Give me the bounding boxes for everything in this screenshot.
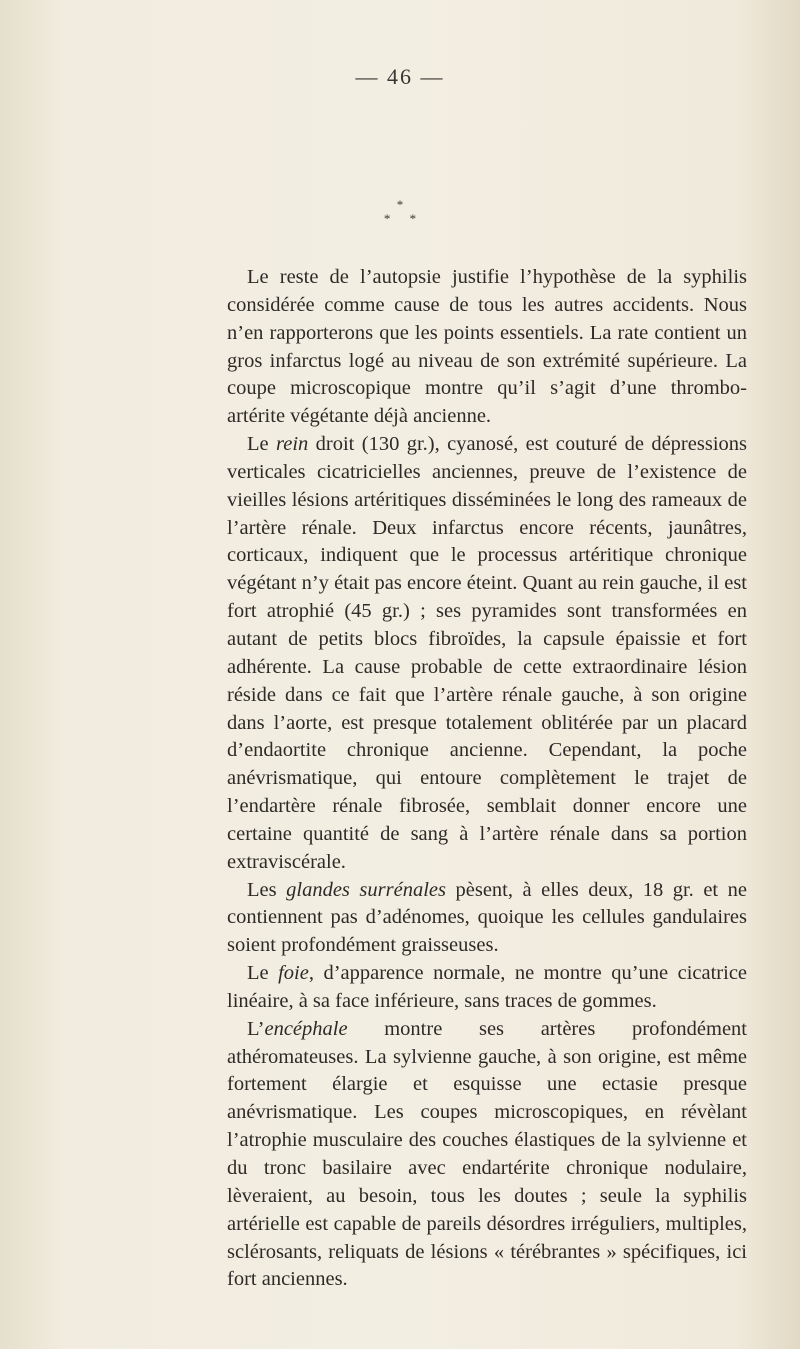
organ-term-glandes-surrenales: glandes surrénales (286, 878, 446, 901)
asterism-separator (0, 198, 800, 226)
paragraph-lead: Le (247, 962, 279, 985)
paragraph-text: montre ses artères profondément athéromateuses. La sylvienne gauche, à son origine, est même fortement élargie et esquisse une ectasie presque anévrismatique. Les coupes microscopiques, en révèlant l’atrophie musculaire des couches élastiques de la sylvienne et du tronc basilaire avec endartérite chronique nodulaire, lèveraient, au besoin, tous les doutes ; seule la syphilis artérielle est capable de pareils désordres irréguliers, multiples, sclérosants, reliquats de lésions « térébrantes » spécifiques, ici fort anciennes. (227, 1017, 747, 1291)
page-number: — 46 — (355, 64, 445, 89)
paragraph-text: droit (130 gr.), cyanosé, est couturé de dépressions verticales cicatricielles anciennes, preuve de l’existence de vieilles lésions artéritiques disséminées le long des rameaux de l’artère rénale. Deux infarctus encore récents, jaunâtres, corticaux, indiquent que le processus artéritique chronique végétant n’y était pas encore éteint. Quant au rein gauche, il est fort atrophié (45 gr.) ; ses pyramides sont transformées en autant de petits blocs fibroïdes, la capsule épaissie et fort adhérente. La cause probable de cette extraordinaire lésion réside dans ce fait que l’artère rénale gauche, à son origine dans l’aorte, est presque totalement oblitérée par un placard d’endaortite chronique ancienne. Cependant, la poche anévrismatique, qui entoure complètement le trajet de l’endartère rénale fibrosée, semblait donner encore une certaine quantité de sang à l’artère rénale dans sa portion extraviscérale. (227, 433, 747, 873)
paragraph-autopsy-summary (227, 264, 747, 431)
paragraph-text: Le reste de l’autopsie justifie l’hypothèse de la syphilis considérée comme cause de tous les autres accidents. Nous n’en rapporterons que les points essentiels. La rate contient un gros infarctus logé au niveau de son extrémité supérieure. La coupe microscopique montre qu’il s’agit d’une thrombo-artérite végétante déjà ancienne. (227, 266, 747, 428)
asterism-top-star: * (396, 197, 404, 212)
body-text (227, 264, 747, 1294)
paragraph-text: pèsent, à elles deux, 18 gr. et ne contiennent pas d’adénomes, quoique les cellules gandulaires soient profondément graisseuses. (227, 878, 747, 957)
organ-term-rein: rein (276, 433, 309, 456)
paragraph-text: , d’apparence normale, ne montre qu’une cicatrice linéaire, à sa face inférieure, sans traces de gommes. (227, 962, 748, 1012)
paragraph-lead: Le (247, 433, 276, 456)
organ-term-encephale: encéphale (264, 1017, 348, 1040)
organ-term-foie: foie (278, 962, 309, 985)
paragraph-adrenal-glands (227, 877, 747, 961)
asterism-bottom-stars: * * (383, 211, 425, 226)
paragraph-encephalon (227, 1016, 747, 1294)
paragraph-lead: Les (247, 878, 287, 901)
paragraph-liver (227, 960, 747, 1016)
paragraph-lead: L’ (247, 1017, 265, 1040)
paragraph-kidney (227, 431, 747, 877)
